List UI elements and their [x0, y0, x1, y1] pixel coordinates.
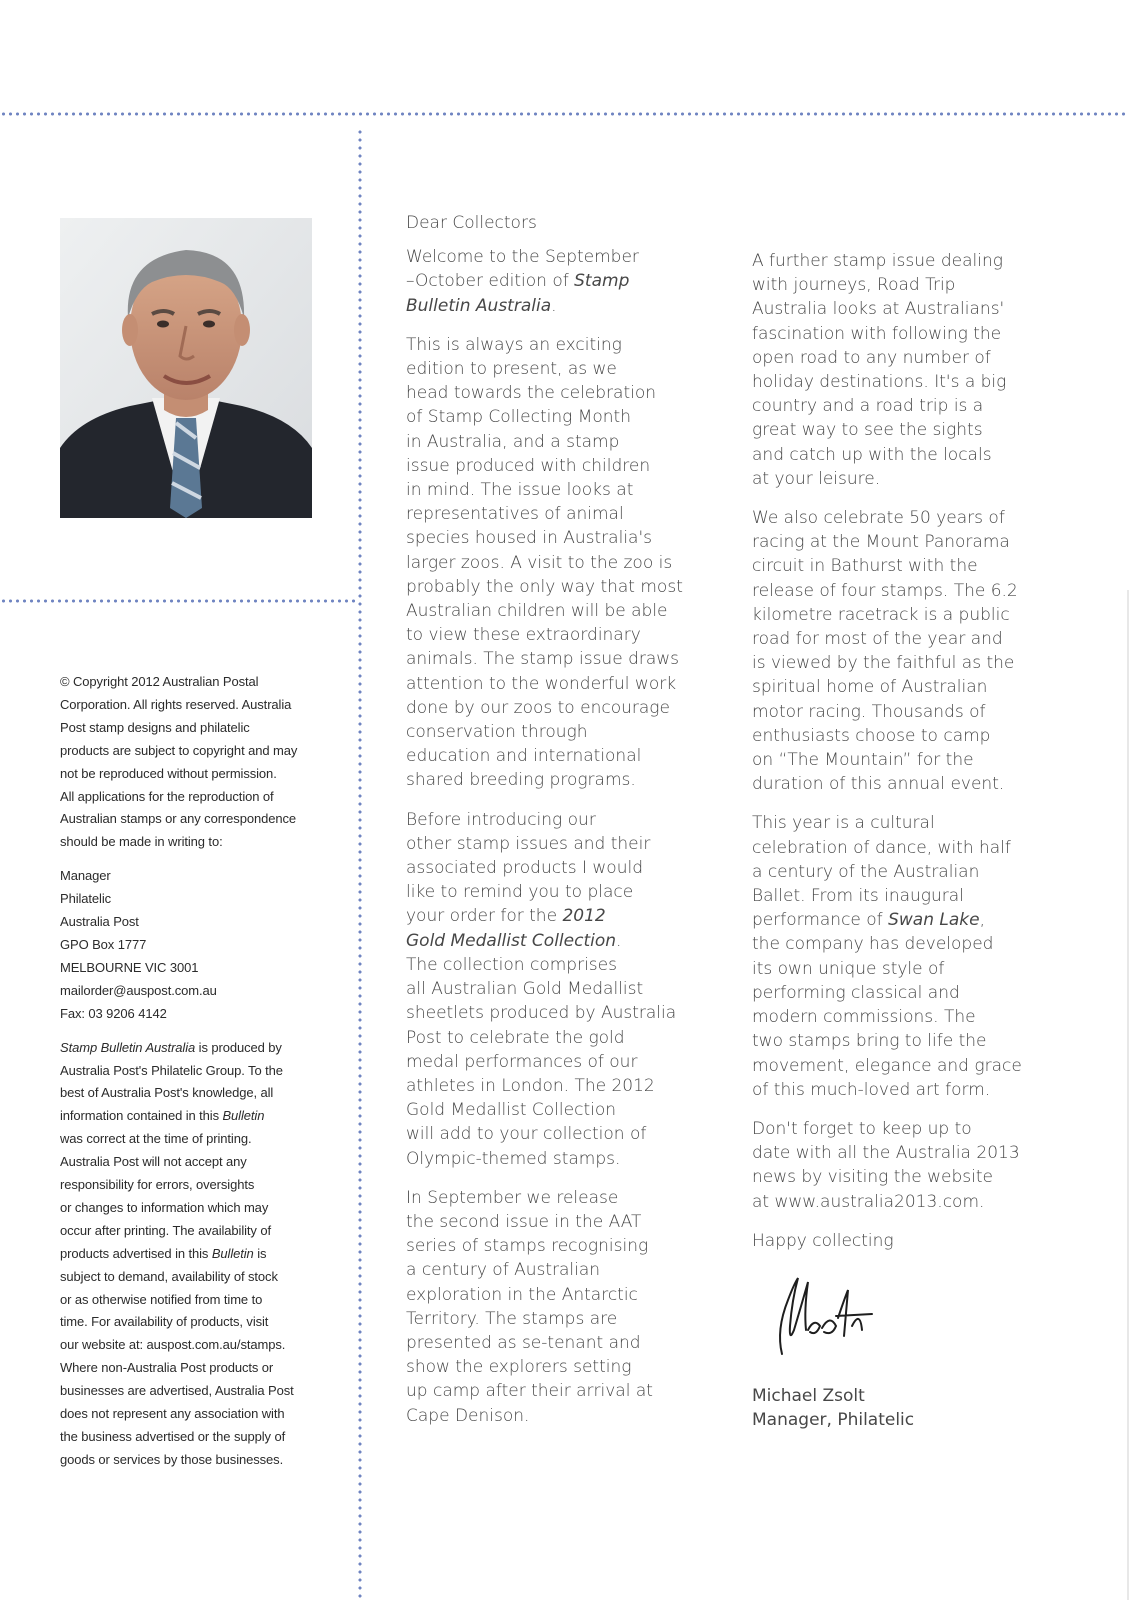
- paragraph-line: your order for the: [406, 906, 563, 927]
- paragraph-line: open road to any number of: [752, 347, 991, 368]
- publication-title: Stamp: [574, 271, 630, 292]
- address-line: Manager: [60, 868, 111, 884]
- paragraph-line: on “The Mountain” for the: [752, 750, 974, 771]
- disclaimer-line: goods or services by those businesses.: [60, 1451, 284, 1467]
- paragraph-line: Welcome to the September: [406, 247, 639, 268]
- paragraph-line: of this much-loved art form.: [752, 1079, 991, 1100]
- paragraph-line: a century of the Australian: [752, 861, 980, 882]
- paragraph-line: Olympic-themed stamps.: [406, 1148, 621, 1169]
- paragraph-line: probably the only way that most: [406, 576, 683, 597]
- paragraph-line: representatives of animal: [406, 504, 624, 525]
- paragraph-line: Australian children will be able: [406, 601, 668, 622]
- paragraph-line: will add to your collection of: [406, 1124, 647, 1145]
- paragraph-line: athletes in London. The 2012: [406, 1075, 655, 1096]
- disclaimer-line: occur after printing. The availability of: [60, 1222, 271, 1238]
- signer-title: Manager, Philatelic: [752, 1410, 915, 1431]
- disclaimer: [60, 1037, 322, 1472]
- paragraph-line: fascination with following the: [752, 323, 1002, 344]
- sidebar-copyright-text: [60, 671, 322, 1472]
- paragraph-line: country and a road trip is a: [752, 396, 984, 417]
- letter-paragraph-6: [752, 506, 1092, 796]
- disclaimer-text: is: [253, 1245, 267, 1261]
- publication-title: Bulletin Australia: [406, 295, 552, 316]
- paragraph-line: .: [551, 295, 557, 316]
- letter-paragraph-4: [406, 1186, 746, 1428]
- paragraph-line: attention to the wonderful work: [406, 673, 677, 694]
- address-line: MELBOURNE VIC 3001: [60, 959, 199, 975]
- paragraph-line: The collection comprises: [406, 954, 617, 975]
- paragraph-line: motor racing. Thousands of: [752, 701, 986, 722]
- copyright-line: Corporation. All rights reserved. Australia: [60, 696, 292, 712]
- disclaimer-line: Where non-Australia Post products or: [60, 1360, 274, 1376]
- paragraph-line: Post to celebrate the gold: [406, 1027, 625, 1048]
- paragraph-line: and catch up with the locals: [752, 444, 992, 465]
- paragraph-line: at your leisure.: [752, 468, 881, 489]
- paragraph-line: of Stamp Collecting Month: [406, 407, 631, 428]
- paragraph-line: kilometre racetrack is a public: [752, 604, 1010, 625]
- paragraph-line: its own unique style of: [752, 958, 945, 979]
- paragraph-line: exploration in the Antarctic: [406, 1284, 638, 1305]
- paragraph-line: series of stamps recognising: [406, 1236, 649, 1257]
- paragraph-line: holiday destinations. It's a big: [752, 372, 1007, 393]
- paragraph-line: conservation through: [406, 722, 588, 743]
- paragraph-line: all Australian Gold Medallist: [406, 979, 644, 1000]
- copyright-line: Australian stamps or any correspondence: [60, 811, 297, 827]
- address-line: Philatelic: [60, 891, 112, 907]
- paragraph-line: associated products I would: [406, 858, 643, 879]
- paragraph-line: in mind. The issue looks at: [406, 480, 634, 501]
- top-dotted-rule: [0, 112, 1129, 116]
- letter-column-right: [752, 249, 1092, 1268]
- bulletin-title: Bulletin: [222, 1108, 265, 1124]
- letter-paragraph-3: [406, 808, 746, 1171]
- sidebar-dotted-rule: [0, 599, 358, 603]
- paragraph-line: performing classical and: [752, 982, 960, 1003]
- ballet-title: Swan Lake: [888, 910, 980, 931]
- paragraph-line: up camp after their arrival at: [406, 1381, 653, 1402]
- paragraph-line: other stamp issues and their: [406, 833, 651, 854]
- paragraph-line: is viewed by the faithful as the: [752, 653, 1015, 674]
- paragraph-line: Ballet. From its inaugural: [752, 886, 964, 907]
- paragraph-line: two stamps bring to life the: [752, 1031, 987, 1052]
- copyright-notice: [60, 671, 322, 854]
- paragraph-line: spiritual home of Australian: [752, 677, 988, 698]
- paragraph-line: modern commissions. The: [752, 1007, 976, 1028]
- paragraph-line: In September we release: [406, 1187, 619, 1208]
- copyright-line: © Copyright 2012 Australian Postal: [60, 674, 259, 689]
- paragraph-line: performance of: [752, 910, 889, 931]
- paragraph-line: duration of this annual event.: [752, 774, 1005, 795]
- signoff: [752, 1384, 1082, 1432]
- website-line: our website at: auspost.com.au/stamps.: [60, 1337, 286, 1353]
- letter-column-left: [406, 211, 746, 1443]
- paragraph-line: This year is a cultural: [752, 813, 935, 834]
- paragraph-line: ,: [979, 910, 985, 931]
- letter-paragraph-1: [406, 245, 746, 318]
- paragraph-line: shared breeding programs.: [406, 770, 636, 791]
- paragraph-line: in Australia, and a stamp: [406, 431, 620, 452]
- website-line: at www.australia2013.com.: [752, 1191, 985, 1212]
- disclaimer-line: [60, 1243, 322, 1266]
- paragraph-line: larger zoos. A visit to the zoo is: [406, 552, 673, 573]
- signer-name: Michael Zsolt: [752, 1386, 865, 1406]
- paragraph-line: news by visiting the website: [752, 1167, 993, 1188]
- letter-paragraph-2: [406, 333, 746, 793]
- paragraph-line: A further stamp issue dealing: [752, 251, 1003, 271]
- paragraph-line: edition to present, as we: [406, 359, 617, 380]
- paragraph-line: circuit in Bathurst with the: [752, 556, 978, 577]
- letter-paragraph-8: [752, 1117, 1092, 1214]
- paragraph-line: Before introducing our: [406, 809, 596, 830]
- disclaimer-line: responsibility for errors, oversights: [60, 1177, 255, 1193]
- collection-title: Gold Medallist Collection: [406, 930, 617, 951]
- address-line: Australia Post: [60, 914, 139, 930]
- disclaimer-line: does not represent any association with: [60, 1406, 285, 1422]
- disclaimer-line: the business advertised or the supply of: [60, 1429, 286, 1444]
- paragraph-line: celebration of dance, with half: [752, 837, 1011, 858]
- paragraph-line: Don't forget to keep up to: [752, 1118, 972, 1139]
- bulletin-title: Bulletin: [211, 1245, 254, 1261]
- paragraph-line: to view these extraordinary: [406, 625, 641, 646]
- paragraph-line: Cape Denison.: [406, 1405, 530, 1426]
- disclaimer-line: Australia Post will not accept any: [60, 1154, 247, 1170]
- paragraph-line: head towards the celebration: [406, 383, 657, 404]
- mailing-address: [60, 865, 322, 1025]
- letter-paragraph-7: [752, 811, 1092, 1101]
- letter-paragraph-5: [752, 249, 1092, 491]
- paragraph-line: movement, elegance and grace: [752, 1055, 1022, 1076]
- paragraph-line: like to remind you to place: [406, 882, 634, 903]
- paragraph-line: medal performances of our: [406, 1051, 638, 1072]
- disclaimer-line: was correct at the time of printing.: [60, 1131, 252, 1147]
- paragraph-line: This is always an exciting: [406, 334, 622, 355]
- paragraph-line: –October edition of: [406, 271, 575, 292]
- paragraph-line: the second issue in the AAT: [406, 1211, 642, 1232]
- paragraph-line: education and international: [406, 746, 642, 767]
- portrait-photo: [60, 218, 312, 518]
- paragraph-line: a century of Australian: [406, 1260, 601, 1281]
- copyright-line: should be made in writing to:: [60, 834, 223, 850]
- disclaimer-text: information contained in this: [60, 1108, 223, 1124]
- paragraph-line: species housed in Australia's: [406, 528, 652, 549]
- paragraph-line: racing at the Mount Panorama: [752, 532, 1010, 553]
- disclaimer-line: businesses are advertised, Australia Post: [60, 1383, 294, 1399]
- paragraph-line: .: [616, 930, 622, 951]
- copyright-line: not be reproduced without permission.: [60, 765, 277, 781]
- paragraph-line: done by our zoos to encourage: [406, 697, 670, 718]
- paragraph-line: We also celebrate 50 years of: [752, 508, 1005, 529]
- paragraph-line: enthusiasts choose to camp: [752, 725, 991, 746]
- fax-number: Fax: 03 9206 4142: [60, 1005, 167, 1021]
- copyright-line: All applications for the reproduction of: [60, 788, 274, 804]
- paragraph-line: with journeys, Road Trip: [752, 275, 956, 296]
- disclaimer-line: Australia Post's Philatelic Group. To the: [60, 1062, 283, 1078]
- email-address: mailorder@auspost.com.au: [60, 982, 217, 998]
- paragraph-line: Australia looks at Australians': [752, 299, 1005, 320]
- vertical-dotted-rule: [358, 128, 362, 1600]
- disclaimer-line: [60, 1037, 322, 1060]
- collection-title: 2012: [562, 906, 606, 927]
- paragraph-line: sheetlets produced by Australia: [406, 1003, 677, 1024]
- paragraph-line: Gold Medallist Collection: [406, 1100, 617, 1121]
- paragraph-line: date with all the Australia 2013: [752, 1143, 1020, 1164]
- disclaimer-line: or changes to information which may: [60, 1199, 269, 1215]
- address-line: GPO Box 1777: [60, 936, 147, 952]
- disclaimer-text: products advertised in this: [60, 1245, 212, 1261]
- disclaimer-line: [60, 1105, 322, 1128]
- paragraph-line: animals. The stamp issue draws: [406, 649, 680, 670]
- paragraph-line: release of four stamps. The 6.2: [752, 580, 1018, 601]
- disclaimer-text: is produced by: [195, 1039, 282, 1055]
- copyright-line: Post stamp designs and philatelic: [60, 719, 250, 735]
- paragraph-line: great way to see the sights: [752, 420, 983, 441]
- paragraph-line: the company has developed: [752, 934, 994, 955]
- paragraph-line: Territory. The stamps are: [406, 1308, 618, 1329]
- copyright-line: products are subject to copyright and may: [60, 742, 298, 758]
- closing: Happy collecting: [752, 1230, 894, 1251]
- paragraph-line: issue produced with children: [406, 455, 651, 476]
- paragraph-line: road for most of the year and: [752, 629, 1003, 650]
- handwritten-signature: [752, 1270, 892, 1362]
- paragraph-line: show the explorers setting: [406, 1357, 632, 1378]
- disclaimer-line: subject to demand, availability of stock: [60, 1268, 278, 1284]
- disclaimer-line: or as otherwise notified from time to: [60, 1291, 263, 1307]
- disclaimer-line: best of Australia Post's knowledge, all: [60, 1085, 274, 1101]
- salutation: Dear Collectors: [406, 213, 537, 233]
- publication-title: Stamp Bulletin Australia: [60, 1039, 196, 1055]
- disclaimer-line: time. For availability of products, visit: [60, 1314, 269, 1330]
- paragraph-line: presented as se-tenant and: [406, 1332, 641, 1353]
